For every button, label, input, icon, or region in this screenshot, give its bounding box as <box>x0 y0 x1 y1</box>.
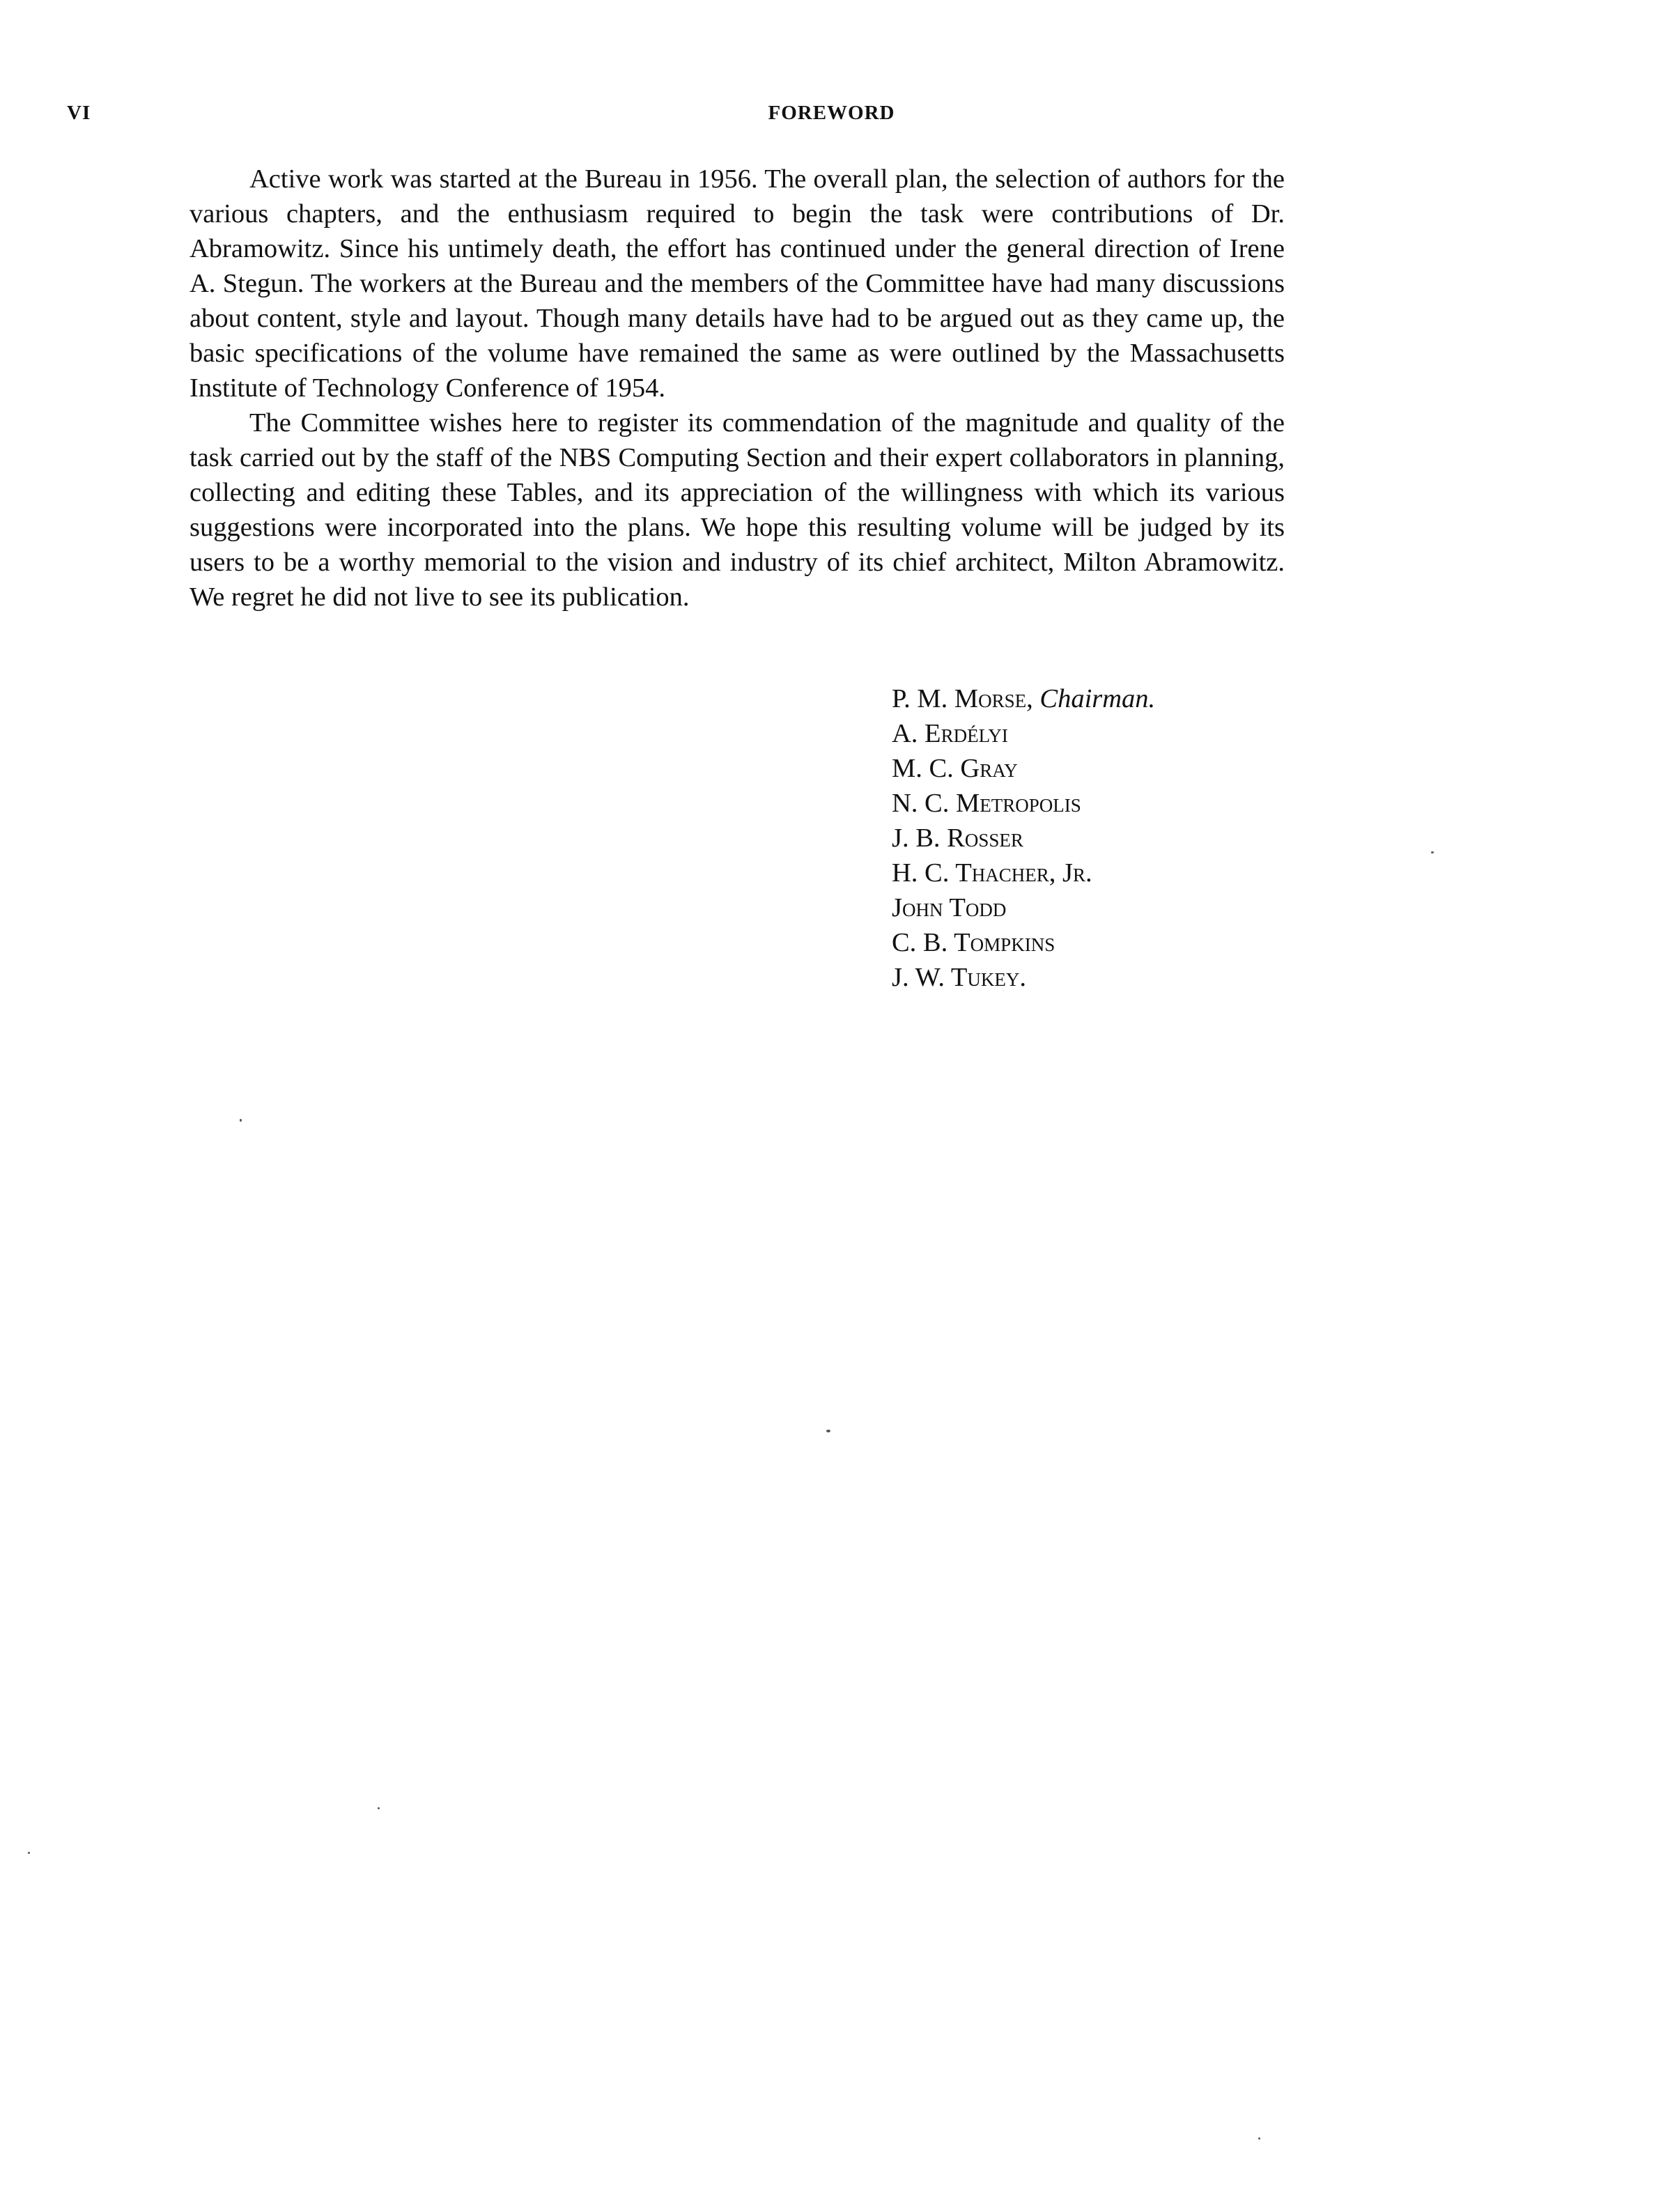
scan-speck <box>240 1119 242 1122</box>
scan-speck <box>826 1430 830 1432</box>
scan-speck <box>378 1807 380 1809</box>
paragraph: Active work was started at the Bureau in 1956. The overall plan, the selection of authors for the various chapters, and the enthusiasm required to begin the task were contributions of Dr. Abramowitz. Since his untimely death, the effort has continued under the general direction of Irene A. Stegun. The workers at the Bureau and the members of the Committee have had many discussions about content, style and layout. Though many details have had to be argued out as they came up, the basic specifications of the volume have remained the same as were outlined by the Massachusetts Institute of Technology Conference of 1954. <box>189 164 1285 403</box>
signatory-name: H. C. Thacher, Jr. <box>892 858 1092 888</box>
signatory-name: N. C. Metropolis <box>892 789 1081 818</box>
scan-speck <box>1431 851 1434 853</box>
signatory-name: J. B. Rosser <box>892 823 1023 853</box>
signatory-name: John Todd <box>892 893 1007 922</box>
signatory-list <box>892 681 1155 995</box>
signatory-name: J. W. Tukey. <box>892 963 1027 992</box>
signatory <box>892 681 1155 716</box>
foreword-body <box>189 162 1285 614</box>
signatory <box>892 821 1155 856</box>
signatory <box>892 925 1155 960</box>
signatory-name: A. Erdélyi <box>892 719 1008 748</box>
running-head: FOREWORD <box>768 102 895 124</box>
signatory-name: C. B. Tompkins <box>892 928 1055 957</box>
signatory-name: P. M. Morse, <box>892 684 1033 713</box>
signatory <box>892 716 1155 751</box>
scan-speck <box>28 1852 30 1854</box>
signatory <box>892 786 1155 821</box>
signatory <box>892 890 1155 925</box>
signatory-role: Chairman. <box>1039 684 1156 713</box>
page-number: VI <box>67 102 91 124</box>
signatory <box>892 856 1155 890</box>
signatory <box>892 960 1155 995</box>
scan-speck <box>1258 2137 1260 2140</box>
signatory <box>892 751 1155 786</box>
paragraph: The Committee wishes here to register its commendation of the magnitude and quality of the task carried out by the staff of the NBS Computing Section and their expert collaborators in planning, collecting and editing these Tables, and its appreciation of the willingness with which its various suggestions were incorporated into the plans. We hope this resulting volume will be judged by its users to be a worthy memorial to the vision and industry of its chief architect, Milton Abramowitz. We regret he did not live to see its publication. <box>189 408 1285 612</box>
signatory-name: M. C. Gray <box>892 754 1018 783</box>
